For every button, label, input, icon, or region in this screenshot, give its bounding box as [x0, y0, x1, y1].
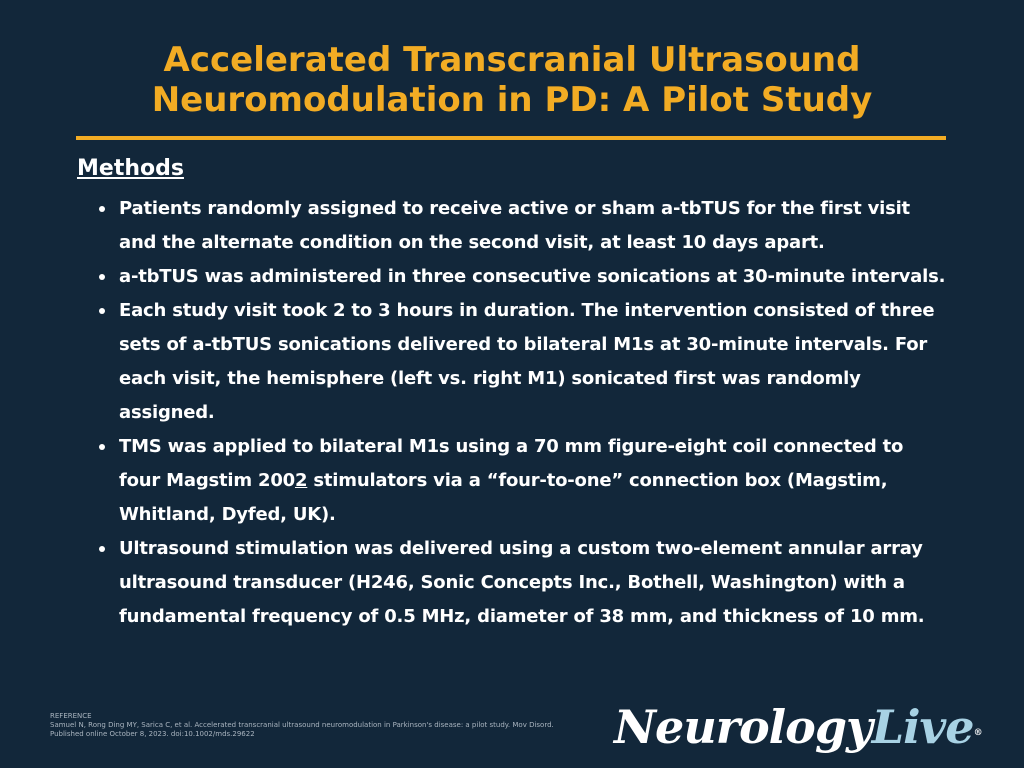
title-line-2: Neuromodulation in PD: A Pilot Study	[151, 80, 873, 120]
list-item: Patients randomly assigned to receive active or sham a-tbTUS for the first visit and the alternate condition on the second visit, at least 10 days apart.	[90, 192, 950, 260]
reference-citation: Samuel N, Rong Ding MY, Sarica C, et al. Accelerated transcranial ultrasound neuromodulation in Parkinson's disease: a pilot study. Mov Disord.	[50, 721, 554, 729]
logo-word-neurology: Neurology	[614, 700, 872, 754]
logo-word-live: Live	[871, 700, 974, 754]
underlined-digit: 2	[294, 470, 308, 491]
section-heading: Methods	[77, 156, 184, 181]
list-item-text: TMS was applied to bilateral M1s using a 70 mm figure-eight coil connected to four Magstim 200	[119, 436, 904, 491]
title-divider	[76, 136, 946, 140]
title-line-1: Accelerated Transcranial Ultrasound	[163, 40, 861, 80]
methods-list	[90, 192, 950, 634]
list-item: Ultrasound stimulation was delivered using a custom two-element annular array ultrasound transducer (H246, Sonic Concepts Inc., Bothell, Washington) with a fundamental frequency of 0.5 MHz, diameter of 38 mm, and thickness of 10 mm.	[90, 532, 950, 634]
reference-block	[50, 712, 570, 739]
slide-title	[60, 40, 964, 120]
neurologylive-logo	[614, 700, 982, 754]
registered-mark: ®	[973, 728, 982, 738]
reference-doi: Published online October 8, 2023. doi:10.1002/mds.29622	[50, 730, 255, 738]
reference-label: REFERENCE	[50, 712, 92, 720]
list-item	[90, 430, 950, 532]
list-item-text: stimulators via a “four-to-one” connection box (Magstim, Whitland, Dyfed, UK).	[119, 470, 888, 525]
list-item: Each study visit took 2 to 3 hours in duration. The intervention consisted of three sets of a-tbTUS sonications delivered to bilateral M1s at 30-minute intervals. For each visit, the hemisphere (left vs. right M1) sonicated first was randomly assigned.	[90, 294, 950, 430]
list-item: a-tbTUS was administered in three consecutive sonications at 30-minute intervals.	[90, 260, 950, 294]
